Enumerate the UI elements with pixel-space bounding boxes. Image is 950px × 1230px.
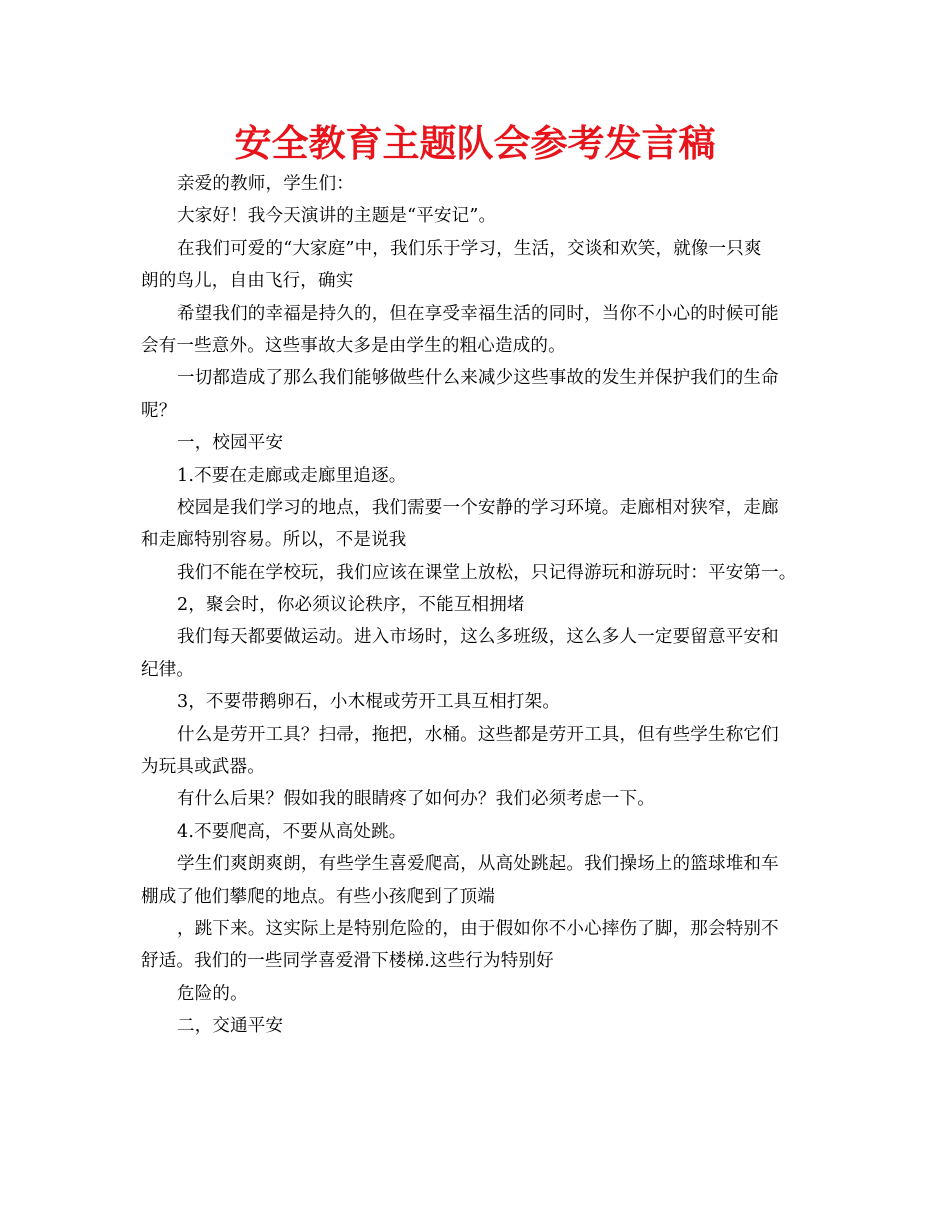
paragraph-line: 一切都造成了那么我们能够做些什么来减少这些事故的发生并保护我们的生命 (177, 368, 779, 389)
paragraph-line: 我们每天都要做运动。进入市场时，这么多班级，这么多人一定要留意平安和 (177, 627, 779, 648)
paragraph-line: 和走廊特别容易。所以，不是说我 (141, 530, 407, 551)
paragraph-line: 会有一些意外。这些事故大多是由学生的粗心造成的。 (141, 335, 566, 356)
paragraph-line: 1.不要在走廊或走廊里追逐。 (177, 465, 407, 486)
paragraph-line: 希望我们的幸福是持久的，但在享受幸福生活的同时，当你不小心的时候可能 (177, 303, 779, 324)
paragraph-line: 纪律。 (141, 659, 195, 680)
paragraph-line: 舒适。我们的一些同学喜爱滑下楼梯.这些行为特别好 (141, 951, 554, 972)
paragraph-line: 什么是劳开工具？扫帚，拖把，水桶。这些都是劳开工具，但有些学生称它们 (177, 724, 779, 745)
paragraph-line: 2，聚会时，你必须议论秩序，不能互相拥堵 (177, 595, 525, 616)
paragraph-line: 3，不要带鹅卵石，小木棍或劳开工具互相打架。 (177, 692, 561, 713)
paragraph-line: 呢？ (141, 400, 177, 421)
document-body (141, 168, 831, 1043)
paragraph-line: 为玩具或武器。 (141, 757, 265, 778)
paragraph-line: 棚成了他们攀爬的地点。有些小孩爬到了顶端 (141, 886, 495, 907)
paragraph-line: 校园是我们学习的地点，我们需要一个安静的学习环境。走廊相对狭窄，走廊 (177, 497, 779, 518)
paragraph-line: 我们不能在学校玩，我们应该在课堂上放松，只记得游玩和游玩时：平安第一。 (177, 562, 797, 583)
paragraph-line: 一，校园平安 (177, 433, 284, 454)
paragraph-line: 4.不要爬高，不要从高处跳。 (177, 821, 407, 842)
paragraph-line: 在我们可爱的“大家庭”中，我们乐于学习，生活，交谈和欢笑，就像一只爽 (177, 238, 762, 259)
paragraph-line: 大家好！我今天演讲的主题是“平安记”。 (177, 206, 497, 227)
paragraph-line: ，跳下来。这实际上是特别危险的，由于假如你不小心摔伤了脚，那会特别不 (177, 918, 779, 939)
paragraph-line: 有什么后果？假如我的眼睛疼了如何办？我们必须考虑一下。 (177, 789, 655, 810)
paragraph-line: 学生们爽朗爽朗，有些学生喜爱爬高，从高处跳起。我们操场上的篮球堆和车 (177, 854, 779, 875)
paragraph-line: 二，交通平安 (177, 1016, 284, 1037)
paragraph-line: 亲爱的教师，学生们： (177, 174, 354, 194)
paragraph-line: 朗的鸟儿，自由飞行，确实 (141, 271, 354, 292)
document-title: 安全教育主题队会参考发言稿 (234, 122, 716, 165)
paragraph-line: 危险的。 (177, 983, 248, 1004)
